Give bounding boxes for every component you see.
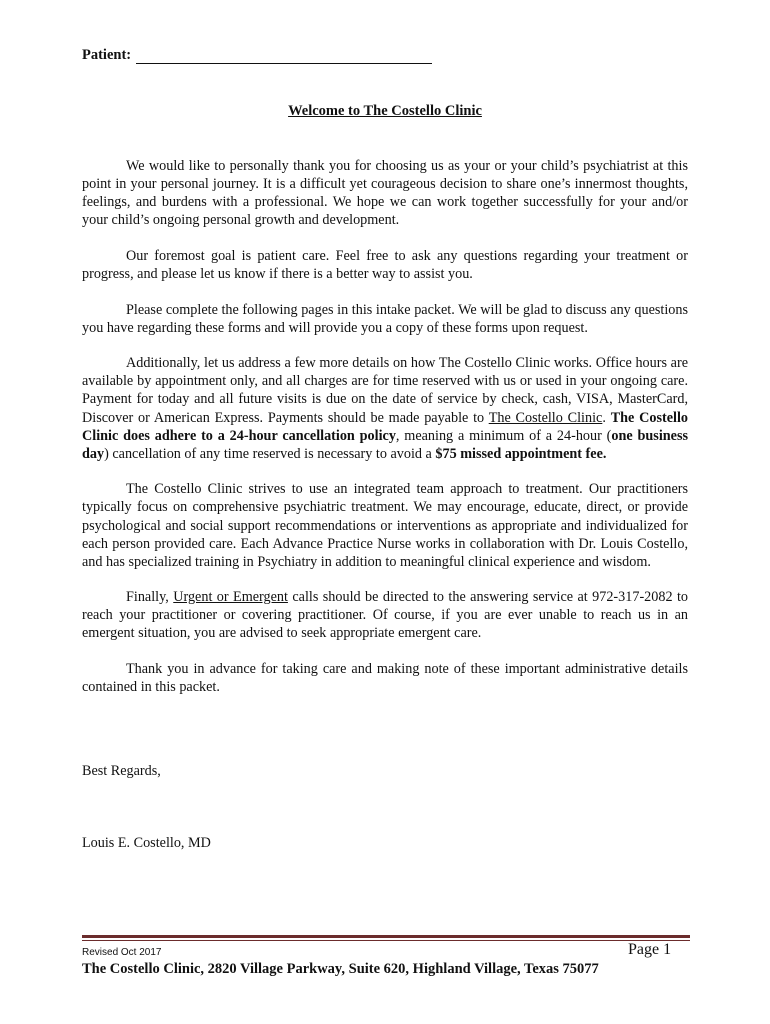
business-day-note: one business day — [82, 427, 688, 462]
paragraph-policy — [82, 354, 688, 463]
revision-date: Revised Oct 2017 — [82, 947, 162, 958]
paragraph-intake: Please complete the following pages in this intake packet. We will be glad to discuss any questions you have regarding these forms and will provide you a copy of these forms upon request. — [82, 301, 688, 336]
paragraph-goal: Our foremost goal is patient care. Feel free to ask any questions regarding your treatment or progress, and please let us know if there is a better way to assist you. — [82, 247, 688, 282]
policy-text-e: , meaning a minimum of a 24-hour ( — [395, 427, 612, 444]
policy-text-c: . — [602, 409, 611, 426]
paragraph-team: The Costello Clinic strives to use an integrated team approach to treatment. Our practitioners typically focus on comprehensive psychiatric treatment. We may encourage, educate, direct, or provide psychological and social support recommendations or interventions as appropriate and individualized for each person provided care. Each Advance Practice Nurse works in collaboration with Dr. Louis Costello, and has specialized training in Psychiatry in addition to meaningful clinical experience and wisdom. — [82, 481, 688, 570]
signature-name: Louis E. Costello, MD — [82, 835, 211, 851]
urgent-emergent: Urgent or Emergent — [173, 589, 288, 606]
cancellation-policy: The Costello Clinic does adhere to a 24-hour cancellation policy — [82, 409, 689, 444]
page-title: Welcome to The Costello Clinic — [288, 103, 482, 119]
clinic-address: The Costello Clinic, 2820 Village Parkway, Suite 620, Highland Village, Texas 75077 — [82, 961, 599, 977]
paragraph-thank-you: Thank you in advance for taking care and making note of these important administrative details contained in this packet. — [82, 661, 688, 696]
emergency-text-c: calls should be directed to the answering service at 972-317-2082 to reach your practitioner or covering practitioner. Of course, if you are ever unable to reach us in an emergent situation, you are advised to seek appropriate emergent care. — [82, 589, 688, 642]
policy-text-a: Additionally, let us address a few more details on how The Costello Clinic works. Office hours are available by appointment only, and all charges are for time reserved with us or used in your ongoing care. Payment for today and all future visits is due on the date of service by check, cash, VISA, MasterCard, Discover or American Express. Payments should be made payable to — [82, 355, 688, 426]
footer-rule-thin — [82, 940, 690, 941]
letter-body — [82, 157, 688, 714]
paragraph-thanks: We would like to personally thank you for choosing us as your or your child’s psychiatrist at this point in your personal journey. It is a difficult yet courageous decision to share one’s innermost thoughts, feelings, and burdens with a professional. We hope we can work together successfully for your and/or your child’s ongoing personal growth and development. — [82, 158, 688, 229]
paragraph-emergency — [82, 588, 688, 642]
patient-label: Patient: — [82, 47, 132, 63]
patient-field — [82, 47, 432, 64]
footer-rule — [82, 935, 690, 938]
page-number: Page 1 — [628, 941, 672, 958]
payee-name: The Costello Clinic — [488, 409, 603, 426]
patient-name-blank[interactable] — [136, 49, 432, 64]
closing-regards: Best Regards, — [82, 763, 161, 779]
policy-text-g: ) cancellation of any time reserved is necessary to avoid a — [104, 445, 436, 462]
missed-appointment-fee: $75 missed appointment fee. — [435, 445, 607, 462]
emergency-text-a: Finally, — [126, 589, 174, 606]
